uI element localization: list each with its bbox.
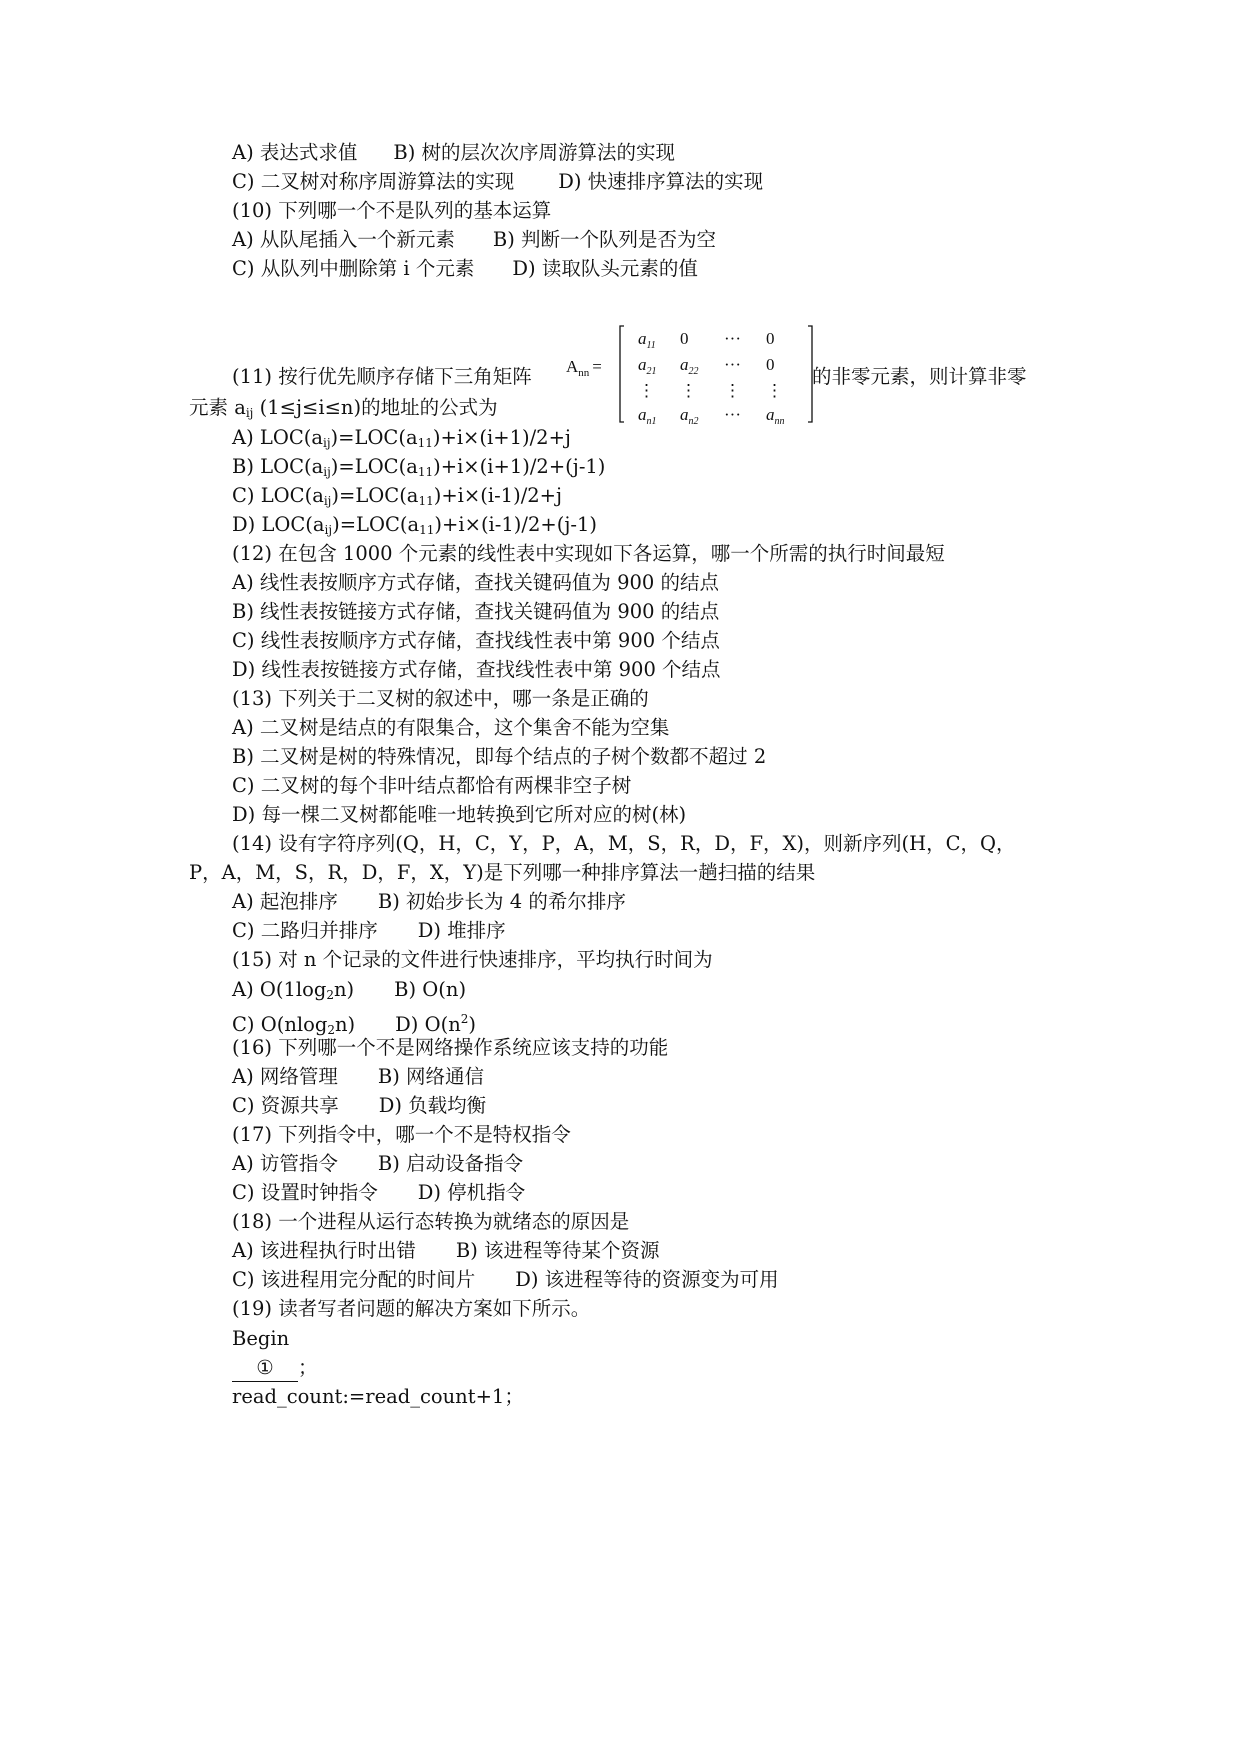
matrix-cell: ··· — [724, 355, 741, 374]
q9-options-cd: C) 二叉树对称序周游算法的实现 D) 快速排序算法的实现 — [232, 170, 764, 193]
matrix-left-bracket — [620, 326, 624, 422]
q12-option-d: D) 线性表按链接方式存储，查找线性表中第 900 个结点 — [232, 658, 721, 681]
matrix-cell: 0 — [766, 355, 775, 374]
q18-options-cd: C) 该进程用完分配的时间片 D) 该进程等待的资源变为可用 — [232, 1268, 779, 1291]
q11-option-b: B) $LOC(a_{ij})=LOC(a_{11})+i\times(i+1)/2+(j-1)$ — [232, 455, 606, 479]
q10-stem: (10) 下列哪一个不是队列的基本运算 — [232, 199, 552, 222]
matrix-cell: ··· — [724, 329, 741, 348]
q12-option-c: C) 线性表按顺序方式存储，查找线性表中第 900 个结点 — [232, 629, 720, 652]
matrix-cell: 0 — [680, 329, 689, 348]
q9-options-ab: A) 表达式求值 B) 树的层次次序周游算法的实现 — [232, 141, 676, 164]
q13-option-b: B) 二叉树是树的特殊情况，即每个结点的子树个数都不超过 2 — [232, 745, 767, 768]
q15-options-cd: C) O(nlog$_2$n) D) $O(n^2)$ — [232, 1012, 476, 1037]
q19-stem: (19) 读者写者问题的解决方案如下所示。 — [232, 1297, 591, 1320]
q12-option-b: B) 线性表按链接方式存储，查找关键码值为 900 的结点 — [232, 600, 720, 623]
matrix-cell: 0 — [766, 329, 775, 348]
q14-options-ab: A) 起泡排序 B) 初始步长为 4 的希尔排序 — [232, 890, 626, 913]
q11-stem-tail: 的非零元素，则计算非零 — [812, 365, 1027, 388]
q18-options-ab: A) 该进程执行时出错 B) 该进程等待某个资源 — [232, 1239, 660, 1262]
matrix-cell: ··· — [724, 405, 741, 424]
fill-in-blank: ① — [232, 1355, 298, 1382]
matrix-cell: $a_{nn}$ — [766, 405, 785, 426]
q13-option-c: C) 二叉树的每个非叶结点都恰有两棵非空子树 — [232, 774, 632, 797]
matrix-cell: ⋮ — [724, 381, 741, 400]
lower-triangular-matrix — [566, 318, 820, 426]
q11-option-a: A) $LOC(a_{ij})=LOC(a_{11})+i\times(i+1)/2+j$ — [232, 426, 571, 450]
q11-option-d: D) $LOC(a_{ij})=LOC(a_{11})+i\times(i-1)/2+(j-1)$ — [232, 513, 597, 537]
q10-options-cd: C) 从队列中删除第 i 个元素 D) 读取队头元素的值 — [232, 257, 698, 280]
q10-options-ab: A) 从队尾插入一个新元素 B) 判断一个队列是否为空 — [232, 228, 717, 251]
code-begin: Begin — [232, 1327, 290, 1350]
q13-option-d: D) 每一棵二叉树都能唯一地转换到它所对应的树(林) — [232, 803, 687, 826]
q14-stem-cont: P，A，M，S，R，D，F，X，Y)是下列哪一种排序算法一趟扫描的结果 — [189, 861, 816, 884]
q14-stem: (14) 设有字符序列(Q，H，C，Y，P，A，M，S，R，D，F，X)，则新序列(H，C，Q， — [232, 832, 1016, 855]
q11-stem: (11) 按行优先顺序存储下三角矩阵 — [232, 365, 532, 388]
q15-stem: (15) 对 n 个记录的文件进行快速排序，平均执行时间为 — [232, 948, 713, 971]
matrix-cell: $a_{21}$ — [638, 355, 657, 377]
q11-stem-cont: 元素 $a_{ij}$ (1≤j≤i≤n)的地址的公式为 — [189, 396, 498, 420]
code-blank-line: ① ； — [232, 1355, 318, 1382]
q17-options-ab: A) 访管指令 B) 启动设备指令 — [232, 1152, 524, 1175]
q15-options-ab: A) $O(1\log_2n)$ B) O(n) — [232, 978, 467, 1002]
matrix-cell: ⋮ — [766, 381, 783, 400]
q17-options-cd: C) 设置时钟指令 D) 停机指令 — [232, 1181, 526, 1204]
q17-stem: (17) 下列指令中，哪一个不是特权指令 — [232, 1123, 571, 1146]
matrix-cells — [638, 329, 785, 426]
q13-option-a: A) 二叉树是结点的有限集合，这个集舍不能为空集 — [232, 716, 670, 739]
q16-options-cd: C) 资源共享 D) 负载均衡 — [232, 1094, 487, 1117]
matrix-cell: ⋮ — [638, 381, 655, 400]
code-read-count: read_count:=read_count+1； — [232, 1385, 524, 1408]
q13-stem: (13) 下列关于二叉树的叙述中，哪一条是正确的 — [232, 687, 649, 710]
q16-stem: (16) 下列哪一个不是网络操作系统应该支持的功能 — [232, 1036, 669, 1059]
matrix-cell: $a_{n1}$ — [638, 405, 657, 426]
q12-option-a: A) 线性表按顺序方式存储，查找关键码值为 900 的结点 — [232, 571, 720, 594]
matrix-label: $A_{nn}$ = — [566, 357, 602, 379]
q14-options-cd: C) 二路归并排序 D) 堆排序 — [232, 919, 506, 942]
q18-stem: (18) 一个进程从运行态转换为就绪态的原因是 — [232, 1210, 630, 1233]
matrix-cell: $a_{11}$ — [638, 329, 656, 351]
q12-stem: (12) 在包含 1000 个元素的线性表中实现如下各运算，哪一个所需的执行时间最短 — [232, 542, 945, 565]
matrix-cell: $a_{22}$ — [680, 355, 699, 377]
q11-option-c: C) $LOC(a_{ij})=LOC(a_{11})+i\times(i-1)/2+j$ — [232, 484, 563, 508]
matrix-cell: ⋮ — [680, 381, 697, 400]
matrix-cell: $a_{n2}$ — [680, 405, 699, 426]
q16-options-ab: A) 网络管理 B) 网络通信 — [232, 1065, 485, 1088]
